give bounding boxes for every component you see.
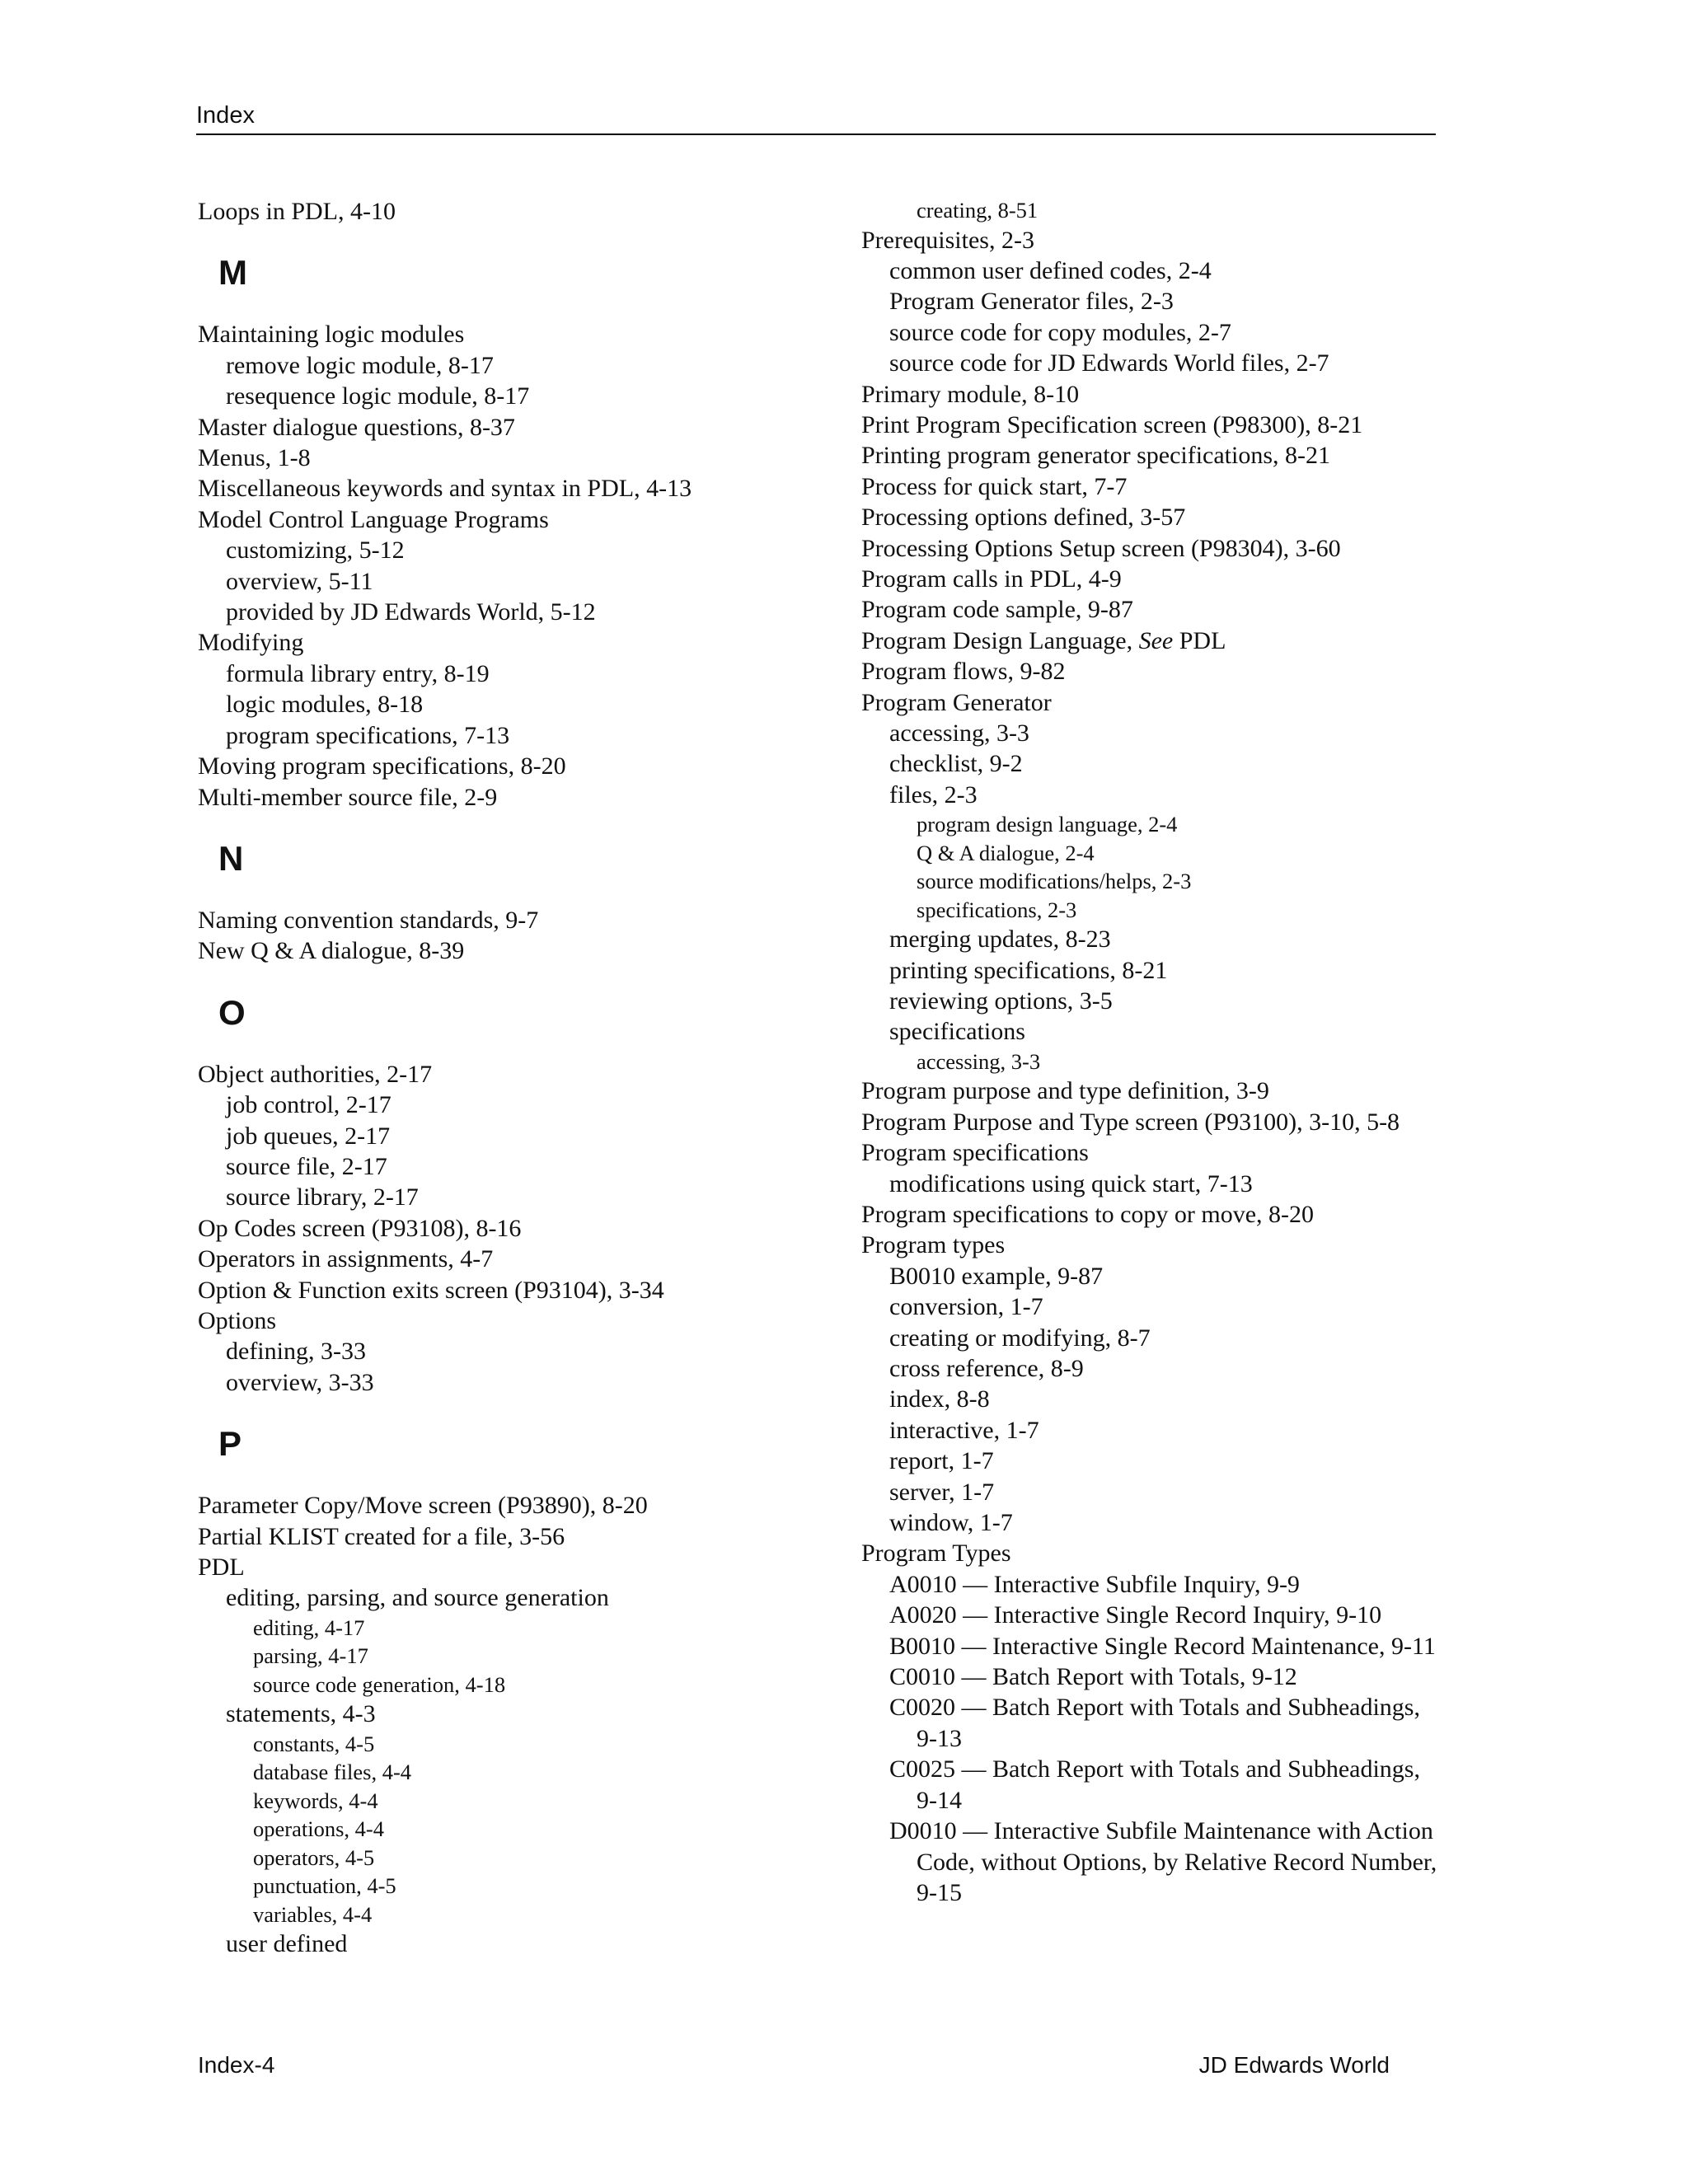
section-letter-heading: M bbox=[218, 253, 247, 293]
index-subsubentry: operators, 4-5 bbox=[253, 1844, 375, 1870]
index-subentry: report, 1-7 bbox=[889, 1447, 994, 1475]
index-column-left bbox=[198, 196, 841, 1960]
index-entry: Program specifications bbox=[861, 1139, 1089, 1167]
index-column-right bbox=[861, 196, 1447, 1908]
footer-publication-title: JD Edwards World bbox=[1198, 2052, 1390, 2078]
section-letter-heading: N bbox=[218, 838, 244, 878]
index-subentry: job queues, 2-17 bbox=[226, 1122, 391, 1150]
index-entry: Processing Options Setup screen (P98304), 3-60 bbox=[861, 534, 1341, 562]
index-subentry: merging updates, 8-23 bbox=[889, 926, 1111, 954]
index-entry: Program types bbox=[861, 1231, 1006, 1259]
index-subsubentry: editing, 4-17 bbox=[253, 1615, 365, 1640]
index-entry: New Q & A dialogue, 8-39 bbox=[198, 937, 465, 965]
page-header-title: Index bbox=[196, 102, 255, 129]
index-subentry: editing, parsing, and source generation bbox=[226, 1584, 609, 1612]
index-entry: Object authorities, 2-17 bbox=[198, 1060, 433, 1088]
index-subentry: server, 1-7 bbox=[889, 1478, 995, 1506]
index-entry: Maintaining logic modules bbox=[198, 321, 465, 349]
footer-page-number: Index-4 bbox=[198, 2052, 275, 2078]
index-entry: Modifying bbox=[198, 629, 304, 657]
index-entry: Menus, 1-8 bbox=[198, 444, 311, 472]
index-entry: Process for quick start, 7-7 bbox=[861, 472, 1128, 500]
index-entry: Prerequisites, 2-3 bbox=[861, 226, 1034, 254]
index-entry-text: Program Design Language, bbox=[861, 626, 1139, 654]
section-letter-heading: P bbox=[218, 1424, 242, 1464]
index-subentry: source code for copy modules, 2-7 bbox=[889, 318, 1231, 346]
index-subentry: C0025 — Batch Report with Totals and Subheadings, 9-14 bbox=[889, 1755, 1420, 1814]
index-entry: Processing options defined, 3-57 bbox=[861, 504, 1186, 532]
index-subentry: statements, 4-3 bbox=[226, 1700, 376, 1728]
index-entry: Option & Function exits screen (P93104), 3-34 bbox=[198, 1276, 664, 1304]
index-entry: Program code sample, 9-87 bbox=[861, 596, 1133, 624]
index-subentry: logic modules, 8-18 bbox=[226, 691, 424, 719]
index-entry: Program Types bbox=[861, 1540, 1011, 1568]
index-subentry: resequence logic module, 8-17 bbox=[226, 382, 530, 410]
index-entry: Primary module, 8-10 bbox=[861, 380, 1080, 408]
index-subentry: B0010 — Interactive Single Record Maintenance, 9-11 bbox=[889, 1632, 1436, 1660]
index-entry: Program purpose and type definition, 3-9 bbox=[861, 1077, 1269, 1105]
see-reference-label: See bbox=[1138, 626, 1174, 654]
index-subentry: program specifications, 7-13 bbox=[226, 721, 510, 749]
index-subentry: printing specifications, 8-21 bbox=[889, 956, 1168, 984]
index-subsubentry: database files, 4-4 bbox=[253, 1760, 412, 1785]
index-subentry: reviewing options, 3-5 bbox=[889, 987, 1113, 1015]
index-subsubentry: program design language, 2-4 bbox=[917, 812, 1178, 837]
index-subsubentry: punctuation, 4-5 bbox=[253, 1873, 396, 1899]
index-entry: Options bbox=[198, 1306, 277, 1334]
index-subentry: checklist, 9-2 bbox=[889, 750, 1023, 778]
index-entry: Op Codes screen (P93108), 8-16 bbox=[198, 1214, 522, 1242]
index-entry: Model Control Language Programs bbox=[198, 505, 549, 533]
index-subentry: interactive, 1-7 bbox=[889, 1416, 1039, 1444]
index-entry: Printing program generator specifications, 8-21 bbox=[861, 442, 1331, 470]
index-subentry: remove logic module, 8-17 bbox=[226, 351, 494, 379]
index-subsubentry: variables, 4-4 bbox=[253, 1901, 373, 1927]
index-subentry: user defined bbox=[226, 1930, 348, 1958]
index-subentry: cross reference, 8-9 bbox=[889, 1355, 1084, 1382]
index-subentry: C0020 — Batch Report with Totals and Subheadings, 9-13 bbox=[889, 1694, 1420, 1752]
index-entry: Multi-member source file, 2-9 bbox=[198, 783, 498, 811]
index-subentry: provided by JD Edwards World, 5-12 bbox=[226, 598, 596, 626]
index-entry: Program flows, 9-82 bbox=[861, 658, 1066, 686]
index-subentry: D0010 — Interactive Subfile Maintenance with Action Code, without Options, by Relative Record Number, 9-15 bbox=[889, 1817, 1437, 1906]
index-subentry: creating or modifying, 8-7 bbox=[889, 1324, 1151, 1352]
index-subsubentry: parsing, 4-17 bbox=[253, 1643, 368, 1669]
index-entry: Operators in assignments, 4-7 bbox=[198, 1245, 494, 1273]
index-entry: Loops in PDL, 4-10 bbox=[198, 198, 396, 225]
index-subentry: source file, 2-17 bbox=[226, 1152, 387, 1180]
index-subentry: index, 8-8 bbox=[889, 1385, 990, 1413]
index-entry: Program calls in PDL, 4-9 bbox=[861, 565, 1122, 593]
index-subentry: window, 1-7 bbox=[889, 1509, 1013, 1537]
index-subentry: source code for JD Edwards World files, 2-7 bbox=[889, 349, 1329, 377]
index-subsubentry: source code generation, 4-18 bbox=[253, 1671, 506, 1697]
index-entry: PDL bbox=[198, 1554, 245, 1581]
index-subentry: customizing, 5-12 bbox=[226, 537, 405, 565]
index-subentry: A0010 — Interactive Subfile Inquiry, 9-9 bbox=[889, 1570, 1300, 1598]
index-subentry: C0010 — Batch Report with Totals, 9-12 bbox=[889, 1663, 1297, 1691]
index-entry: Print Program Specification screen (P98300), 8-21 bbox=[861, 410, 1363, 438]
index-subentry: B0010 example, 9-87 bbox=[889, 1262, 1104, 1290]
index-subentry: Program Generator files, 2-3 bbox=[889, 288, 1174, 316]
index-entry-cross-reference bbox=[861, 626, 1447, 656]
index-subsubentry: creating, 8-51 bbox=[917, 198, 1039, 223]
see-reference-target: PDL bbox=[1173, 626, 1226, 654]
index-subsubentry: source modifications/helps, 2-3 bbox=[917, 869, 1192, 894]
index-subentry: files, 2-3 bbox=[889, 780, 978, 808]
index-subentry: common user defined codes, 2-4 bbox=[889, 256, 1212, 284]
index-subentry: specifications bbox=[889, 1018, 1025, 1046]
index-subsubentry: Q & A dialogue, 2-4 bbox=[917, 840, 1095, 865]
index-subentry: overview, 3-33 bbox=[226, 1368, 374, 1396]
section-letter-heading: O bbox=[218, 992, 246, 1032]
index-subentry: accessing, 3-3 bbox=[889, 719, 1029, 747]
index-subsubentry: keywords, 4-4 bbox=[253, 1788, 378, 1813]
page-header bbox=[196, 97, 1436, 135]
index-subentry: modifications using quick start, 7-13 bbox=[889, 1169, 1253, 1197]
index-subentry: formula library entry, 8-19 bbox=[226, 659, 490, 687]
index-subentry: defining, 3-33 bbox=[226, 1338, 366, 1366]
index-subsubentry: constants, 4-5 bbox=[253, 1731, 375, 1756]
index-subentry: conversion, 1-7 bbox=[889, 1293, 1043, 1321]
index-subentry: source library, 2-17 bbox=[226, 1183, 419, 1212]
index-subentry: A0020 — Interactive Single Record Inquiry, 9-10 bbox=[889, 1601, 1382, 1629]
index-subsubentry: accessing, 3-3 bbox=[917, 1048, 1041, 1074]
index-entry: Master dialogue questions, 8-37 bbox=[198, 413, 515, 441]
index-subentry: overview, 5-11 bbox=[226, 567, 373, 595]
index-entry: Parameter Copy/Move screen (P93890), 8-20 bbox=[198, 1492, 648, 1520]
index-subsubentry: operations, 4-4 bbox=[253, 1816, 384, 1842]
index-entry: Partial KLIST created for a file, 3-56 bbox=[198, 1522, 565, 1550]
index-subsubentry: specifications, 2-3 bbox=[917, 897, 1077, 922]
index-entry: Program Generator bbox=[861, 688, 1052, 716]
index-subentry: job control, 2-17 bbox=[226, 1091, 392, 1119]
index-entry: Program specifications to copy or move, 8-20 bbox=[861, 1200, 1315, 1228]
index-entry: Naming convention standards, 9-7 bbox=[198, 906, 539, 934]
index-entry: Moving program specifications, 8-20 bbox=[198, 752, 566, 780]
index-entry: Miscellaneous keywords and syntax in PDL, 4-13 bbox=[198, 475, 692, 503]
index-entry: Program Purpose and Type screen (P93100), 3-10, 5-8 bbox=[861, 1108, 1400, 1136]
